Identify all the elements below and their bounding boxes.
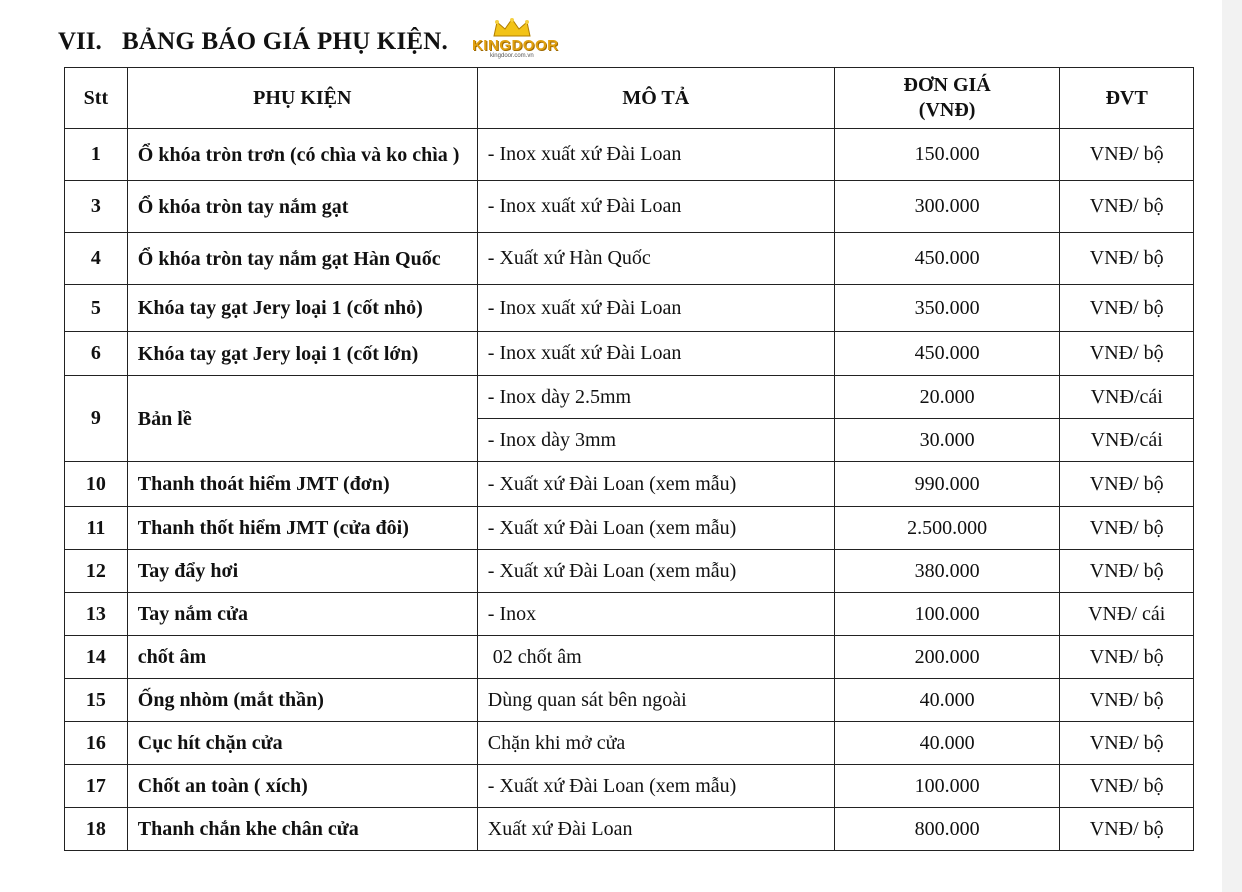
row-unit: VNĐ/ cái — [1060, 593, 1194, 636]
table-row — [65, 181, 1194, 233]
row-unit: VNĐ/cái — [1060, 376, 1194, 419]
row-accessory-name: Ống nhòm (mắt thần) — [127, 679, 477, 722]
row-stt: 4 — [65, 233, 128, 285]
row-stt: 13 — [65, 593, 128, 636]
table-row — [65, 550, 1194, 593]
table-row — [65, 593, 1194, 636]
row-unit: VNĐ/ bộ — [1060, 181, 1194, 233]
table-header-row — [65, 68, 1194, 129]
table-row — [65, 285, 1194, 332]
section-heading — [58, 20, 568, 64]
row-description: - Inox xuất xứ Đài Loan — [477, 332, 834, 376]
row-stt: 9 — [65, 376, 128, 462]
row-unit-price: 380.000 — [834, 550, 1060, 593]
row-unit: VNĐ/ bộ — [1060, 129, 1194, 181]
row-stt: 10 — [65, 462, 128, 507]
table-row — [65, 636, 1194, 679]
row-stt: 11 — [65, 507, 128, 550]
row-description: - Xuất xứ Đài Loan (xem mẫu) — [477, 507, 834, 550]
row-accessory-name: Thanh chắn khe chân cửa — [127, 808, 477, 851]
row-unit: VNĐ/ bộ — [1060, 507, 1194, 550]
table-row — [65, 507, 1194, 550]
table-row — [65, 332, 1194, 376]
row-unit-price: 300.000 — [834, 181, 1060, 233]
row-description: - Inox xuất xứ Đài Loan — [477, 129, 834, 181]
row-accessory-name: Ổ khóa tròn tay nắm gạt Hàn Quốc — [127, 233, 477, 285]
row-stt: 6 — [65, 332, 128, 376]
crown-icon — [492, 18, 532, 38]
row-unit-price: 100.000 — [834, 765, 1060, 808]
row-accessory-name: Thanh thoát hiểm JMT (đơn) — [127, 462, 477, 507]
table-row — [65, 722, 1194, 765]
row-unit-price: 40.000 — [834, 722, 1060, 765]
kingdoor-logo — [472, 18, 568, 62]
row-unit-price: 2.500.000 — [834, 507, 1060, 550]
row-unit-price: 990.000 — [834, 462, 1060, 507]
row-description: - Inox — [477, 593, 834, 636]
logo-wordmark: KINGDOOR — [471, 37, 559, 54]
logo-url: kingdoor.com.vn — [489, 53, 534, 59]
row-stt: 17 — [65, 765, 128, 808]
row-accessory-name: Tay nắm cửa — [127, 593, 477, 636]
price-table-body — [65, 129, 1194, 851]
row-unit: VNĐ/ bộ — [1060, 462, 1194, 507]
row-stt: 15 — [65, 679, 128, 722]
section-title: BẢNG BÁO GIÁ PHỤ KIỆN. — [122, 28, 448, 55]
price-table — [64, 67, 1194, 851]
row-stt: 1 — [65, 129, 128, 181]
header-unit-price — [834, 68, 1060, 129]
row-accessory-name: Tay đẩy hơi — [127, 550, 477, 593]
row-unit-price: 40.000 — [834, 679, 1060, 722]
row-accessory-name: Khóa tay gạt Jery loại 1 (cốt nhỏ) — [127, 285, 477, 332]
row-unit-price: 450.000 — [834, 233, 1060, 285]
row-unit: VNĐ/ bộ — [1060, 285, 1194, 332]
row-stt: 18 — [65, 808, 128, 851]
row-unit-price: 350.000 — [834, 285, 1060, 332]
row-stt: 3 — [65, 181, 128, 233]
row-unit: VNĐ/ bộ — [1060, 765, 1194, 808]
row-accessory-name: Khóa tay gạt Jery loại 1 (cốt lớn) — [127, 332, 477, 376]
table-row — [65, 462, 1194, 507]
row-description: - Inox dày 2.5mm — [477, 376, 834, 419]
row-unit: VNĐ/ bộ — [1060, 722, 1194, 765]
row-accessory-name: Ổ khóa tròn trơn (có chìa và ko chìa ) — [127, 129, 477, 181]
row-stt: 5 — [65, 285, 128, 332]
row-accessory-name: Chốt an toàn ( xích) — [127, 765, 477, 808]
row-unit-price: 30.000 — [834, 419, 1060, 462]
table-row — [65, 233, 1194, 285]
row-unit-price: 800.000 — [834, 808, 1060, 851]
row-unit-price: 20.000 — [834, 376, 1060, 419]
row-description: Xuất xứ Đài Loan — [477, 808, 834, 851]
row-unit-price: 200.000 — [834, 636, 1060, 679]
row-unit: VNĐ/ bộ — [1060, 332, 1194, 376]
row-unit: VNĐ/cái — [1060, 419, 1194, 462]
row-description: Chặn khi mở cửa — [477, 722, 834, 765]
row-unit-price: 100.000 — [834, 593, 1060, 636]
row-unit: VNĐ/ bộ — [1060, 636, 1194, 679]
row-description: - Inox xuất xứ Đài Loan — [477, 285, 834, 332]
header-stt: Stt — [65, 68, 128, 129]
row-unit-price: 150.000 — [834, 129, 1060, 181]
row-accessory-name: Bản lề — [127, 376, 477, 462]
header-unit-price-line1: ĐƠN GIÁ — [903, 74, 991, 96]
row-unit: VNĐ/ bộ — [1060, 808, 1194, 851]
row-accessory-name: Cục hít chặn cửa — [127, 722, 477, 765]
header-unit: ĐVT — [1060, 68, 1194, 129]
row-description: - Xuất xứ Hàn Quốc — [477, 233, 834, 285]
table-row — [65, 679, 1194, 722]
row-unit-price: 450.000 — [834, 332, 1060, 376]
row-unit: VNĐ/ bộ — [1060, 679, 1194, 722]
row-description: Dùng quan sát bên ngoài — [477, 679, 834, 722]
row-description: - Inox dày 3mm — [477, 419, 834, 462]
table-row — [65, 808, 1194, 851]
header-unit-price-line2: (VNĐ) — [918, 99, 976, 121]
row-description: - Xuất xứ Đài Loan (xem mẫu) — [477, 765, 834, 808]
row-stt: 12 — [65, 550, 128, 593]
row-description: - Xuất xứ Đài Loan (xem mẫu) — [477, 550, 834, 593]
row-unit: VNĐ/ bộ — [1060, 233, 1194, 285]
row-description: - Inox xuất xứ Đài Loan — [477, 181, 834, 233]
row-description: - Xuất xứ Đài Loan (xem mẫu) — [477, 462, 834, 507]
section-number: VII. — [58, 28, 102, 55]
row-stt: 16 — [65, 722, 128, 765]
header-accessory: PHỤ KIỆN — [127, 68, 477, 129]
table-row — [65, 376, 1194, 419]
table-row — [65, 129, 1194, 181]
row-stt: 14 — [65, 636, 128, 679]
header-description: MÔ TẢ — [477, 68, 834, 129]
table-row — [65, 765, 1194, 808]
row-accessory-name: chốt âm — [127, 636, 477, 679]
row-accessory-name: Thanh thốt hiểm JMT (cửa đôi) — [127, 507, 477, 550]
row-accessory-name: Ổ khóa tròn tay nắm gạt — [127, 181, 477, 233]
row-unit: VNĐ/ bộ — [1060, 550, 1194, 593]
row-description: 02 chốt âm — [477, 636, 834, 679]
